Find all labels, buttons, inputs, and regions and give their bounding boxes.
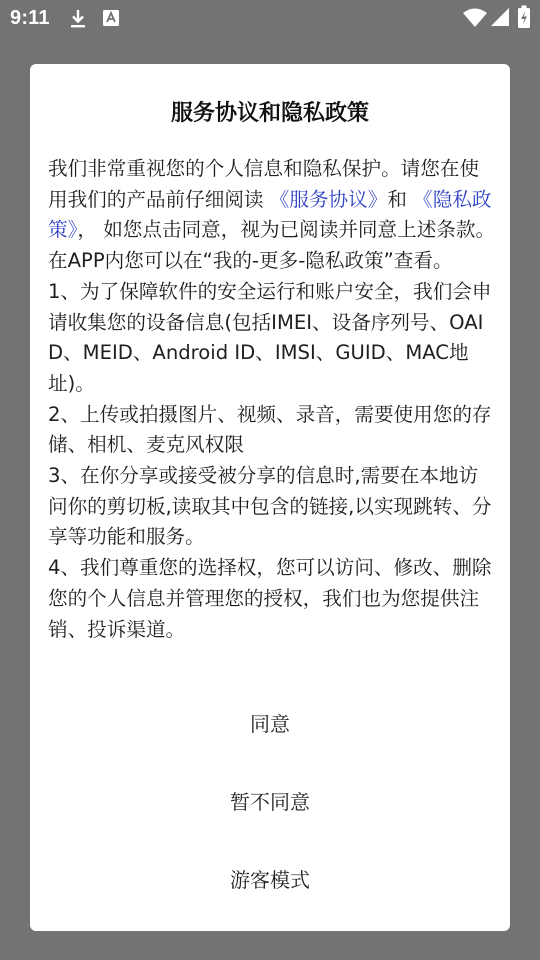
service-agreement-link[interactable]: 《服务协议》 — [269, 187, 388, 211]
intro-text-2: ， 如您点击同意，视为已阅读并同意上述条款。在APP内您可以在“我的-更多-隐私政策”查看。 — [48, 218, 496, 273]
and-text: 和 — [387, 187, 407, 211]
status-time: 9:11 — [10, 7, 50, 29]
dialog-body — [48, 154, 496, 645]
list-item: 4、我们尊重您的选择权，您可以访问、修改、删除您的个人信息并管理您的授权，我们也为您提供注销、投诉渠道。 — [48, 556, 492, 641]
status-bar — [0, 0, 540, 38]
disagree-button[interactable]: 暂不同意 — [230, 790, 310, 814]
privacy-dialog — [30, 64, 510, 931]
agree-button[interactable]: 同意 — [250, 712, 290, 736]
cellular-signal-icon — [490, 7, 510, 27]
list-item: 1、为了保障软件的安全运行和账户安全，我们会申请收集您的设备信息(包括IMEI、设备序列号、OAID、MEID、Android ID、IMSI、GUID、MAC地址)。 — [48, 279, 492, 395]
privacy-policy-link[interactable]: 《隐私政策》 — [48, 187, 492, 242]
list-item: 3、在你分享或接受被分享的信息时,需要在本地访问你的剪切板,读取其中包含的链接,以实现跳转、分享等功能和服务。 — [48, 464, 492, 549]
intro-text: 我们非常重视您的个人信息和隐私保护。请您在使用我们的产品前仔细阅读 — [48, 157, 480, 211]
app-notification-icon — [102, 9, 120, 27]
guest-mode-button[interactable]: 游客模式 — [230, 868, 310, 892]
battery-charging-icon — [517, 5, 531, 29]
download-icon — [68, 8, 88, 30]
list-item: 2、上传或拍摄图片、视频、录音，需要使用您的存储、相机、麦克风权限 — [48, 402, 492, 457]
dialog-title: 服务协议和隐私政策 — [170, 101, 369, 126]
wifi-icon — [462, 8, 488, 28]
